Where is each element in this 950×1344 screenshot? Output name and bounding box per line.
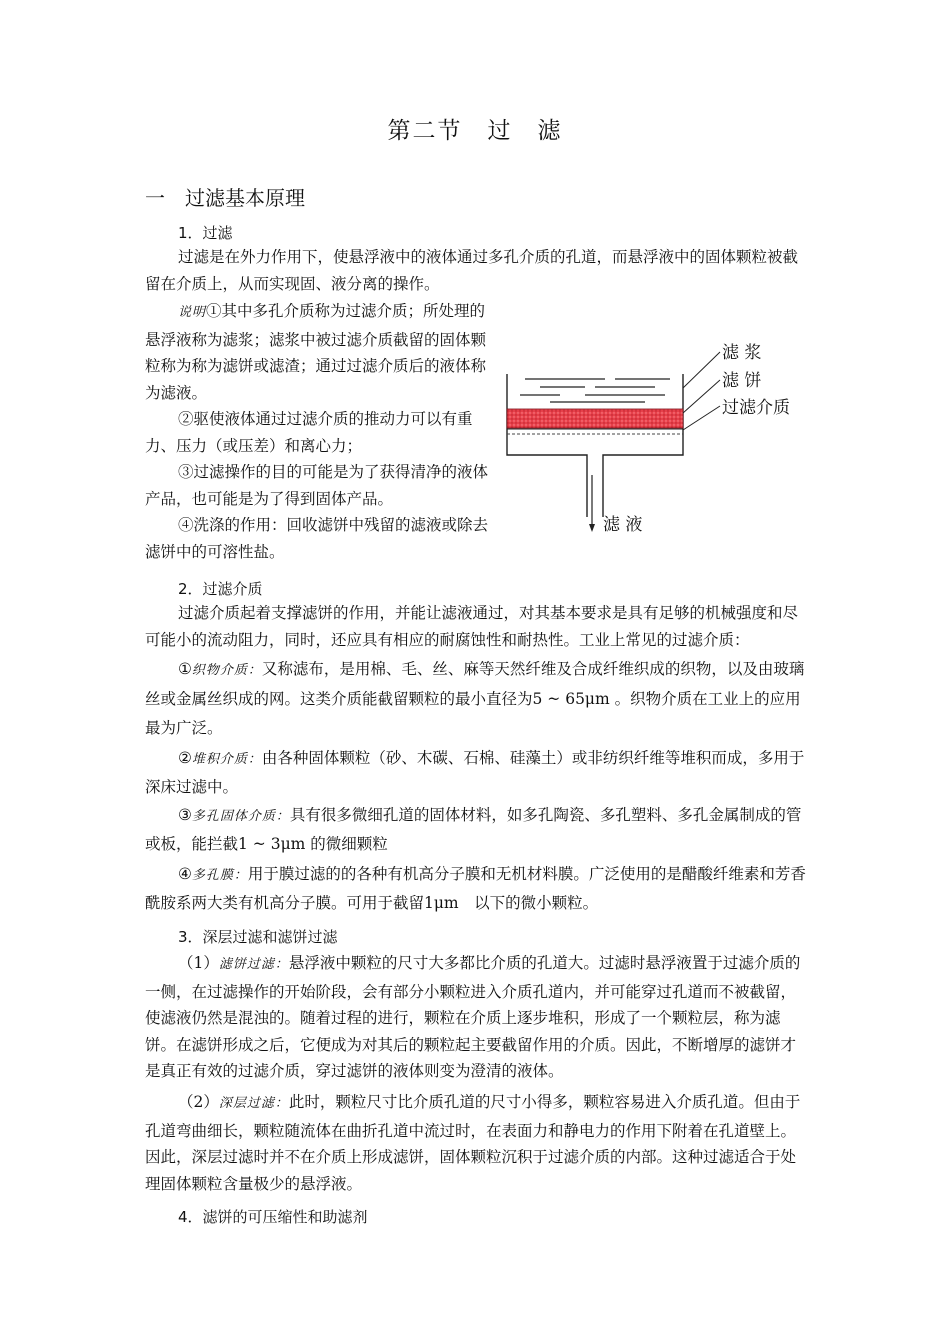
- item-label: 多孔膜：: [191, 868, 248, 883]
- item-label: 织物介质：: [191, 663, 262, 678]
- medium-item-3: [145, 802, 810, 857]
- item-label: 多孔固体介质：: [191, 809, 290, 824]
- medium-item-4: [145, 861, 810, 916]
- label-slurry: 滤 浆: [722, 343, 762, 363]
- subsection-heading-medium: 2．过滤介质: [178, 580, 263, 598]
- filter-cake: [507, 409, 683, 428]
- page-title: 第二节 过 滤: [387, 118, 563, 144]
- item-text: 此时，颗粒尺寸比介质孔道的尺寸小得多，颗粒容易进入介质孔道。但由于孔道弯曲细长，颗粒随流体在曲折孔道中流过时，在表面力和静电力的作用下附着在孔道壁上。因此，深层过滤时并不在介质上形成滤饼，固体颗粒沉积于过滤介质的内部。这种过滤适合于处理固体颗粒含量极少的悬浮液。: [145, 1093, 801, 1193]
- note-2: ②驱使液体通过过滤介质的推动力可以有重力、压力（或压差）和离心力；: [145, 410, 473, 455]
- cake-filtration-paragraph: [145, 950, 810, 1085]
- note-4: ④洗涤的作用：回收滤饼中残留的滤液或除去滤饼中的可溶性盐。: [145, 516, 489, 561]
- item-text: 由各种固体颗粒（砂、木碳、石棉、硅藻土）或非纺织纤维等堆积而成，多用于深床过滤中。: [145, 749, 805, 796]
- depth-filtration-paragraph: [145, 1089, 810, 1197]
- filter-diagram: [495, 330, 815, 540]
- pointer-medium: [683, 406, 720, 430]
- pointer-slurry: [683, 352, 720, 388]
- medium-item-1: [145, 655, 810, 743]
- filtration-paragraph: 过滤是在外力作用下，使悬浮液中的液体通过多孔介质的孔道，而悬浮液中的固体颗粒被截留在介质上，从而实现固、液分离的操作。: [145, 248, 799, 293]
- item-text: 具有很多微细孔道的固体材料，如多孔陶瓷、多孔塑料、多孔金属制成的管或板，能拦截1 ~ 3μm 的微细颗粒: [145, 806, 802, 853]
- note-3: ③过滤操作的目的可能是为了获得清净的液体产品，也可能是为了得到固体产品。: [145, 463, 489, 508]
- item-label: 堆积介质：: [191, 752, 262, 767]
- item-number: ①: [178, 660, 192, 678]
- note-1-text: ①其中多孔介质称为过滤介质；所处理的悬浮液称为滤浆；滤浆中被过滤介质截留的固体颗粒称为称为滤饼或滤渣；通过过滤介质后的液体称为滤液。: [145, 302, 487, 402]
- medium-paragraph: 过滤介质起着支撑滤饼的作用，并能让滤液通过，对其基本要求是具有足够的机械强度和尽可能小的流动阻力，同时，还应具有相应的耐腐蚀性和耐热性。工业上常见的过滤介质：: [145, 604, 799, 649]
- label-filtrate: 滤 液: [603, 515, 643, 535]
- pointer-cake: [683, 380, 720, 413]
- notes-block: [145, 298, 490, 565]
- item-label: 滤饼过滤：: [218, 957, 289, 972]
- item-number: （2）: [178, 1093, 219, 1111]
- item-number: ②: [178, 749, 192, 767]
- label-cake: 滤 饼: [722, 371, 762, 391]
- item-text: 悬浮液中颗粒的尺寸大多都比介质的孔道大。过滤时悬浮液置于过滤介质的一侧，在过滤操作的开始阶段，会有部分小颗粒进入介质孔道内，并可能穿过孔道而不被截留，使滤液仍然是混浊的。随着过程的进行，颗粒在介质上逐步堆积，形成了一个颗粒层，称为滤饼。在滤饼形成之后，它便成为对其后的颗粒起主要截留作用的介质。因此，不断增厚的滤饼才是真正有效的过滤介质，穿过滤饼的液体则变为澄清的液体。: [145, 954, 801, 1080]
- subsection-heading-depth-cake: 3．深层过滤和滤饼过滤: [178, 928, 338, 946]
- label-medium: 过滤介质: [722, 398, 790, 418]
- section-heading: 一 过滤基本原理: [145, 186, 305, 210]
- note-1: [145, 298, 490, 406]
- item-text: 又称滤布，是用棉、毛、丝、麻等天然纤维及合成纤维织成的织物，以及由玻璃丝或金属丝织成的网。这类介质能截留颗粒的最小直径为5 ~ 65μm 。织物介质在工业上的应用最为广泛。: [145, 660, 805, 737]
- item-number: ③: [178, 806, 192, 824]
- medium-item-2: [145, 745, 810, 800]
- note-label: 说明: [178, 305, 207, 320]
- subsection-heading-compressibility: 4．滤饼的可压缩性和助滤剂: [178, 1208, 368, 1226]
- item-label: 深层过滤：: [218, 1096, 289, 1111]
- item-text: 用于膜过滤的的各种有机高分子膜和无机材料膜。广泛使用的是醋酸纤维素和芳香酰胺系两大类有机高分子膜。可用于截留1μm 以下的微小颗粒。: [145, 865, 806, 912]
- filtrate-arrowhead: [589, 524, 595, 532]
- subsection-heading-filtration: 1．过滤: [178, 224, 233, 242]
- item-number: ④: [178, 865, 192, 883]
- item-number: （1）: [178, 954, 219, 972]
